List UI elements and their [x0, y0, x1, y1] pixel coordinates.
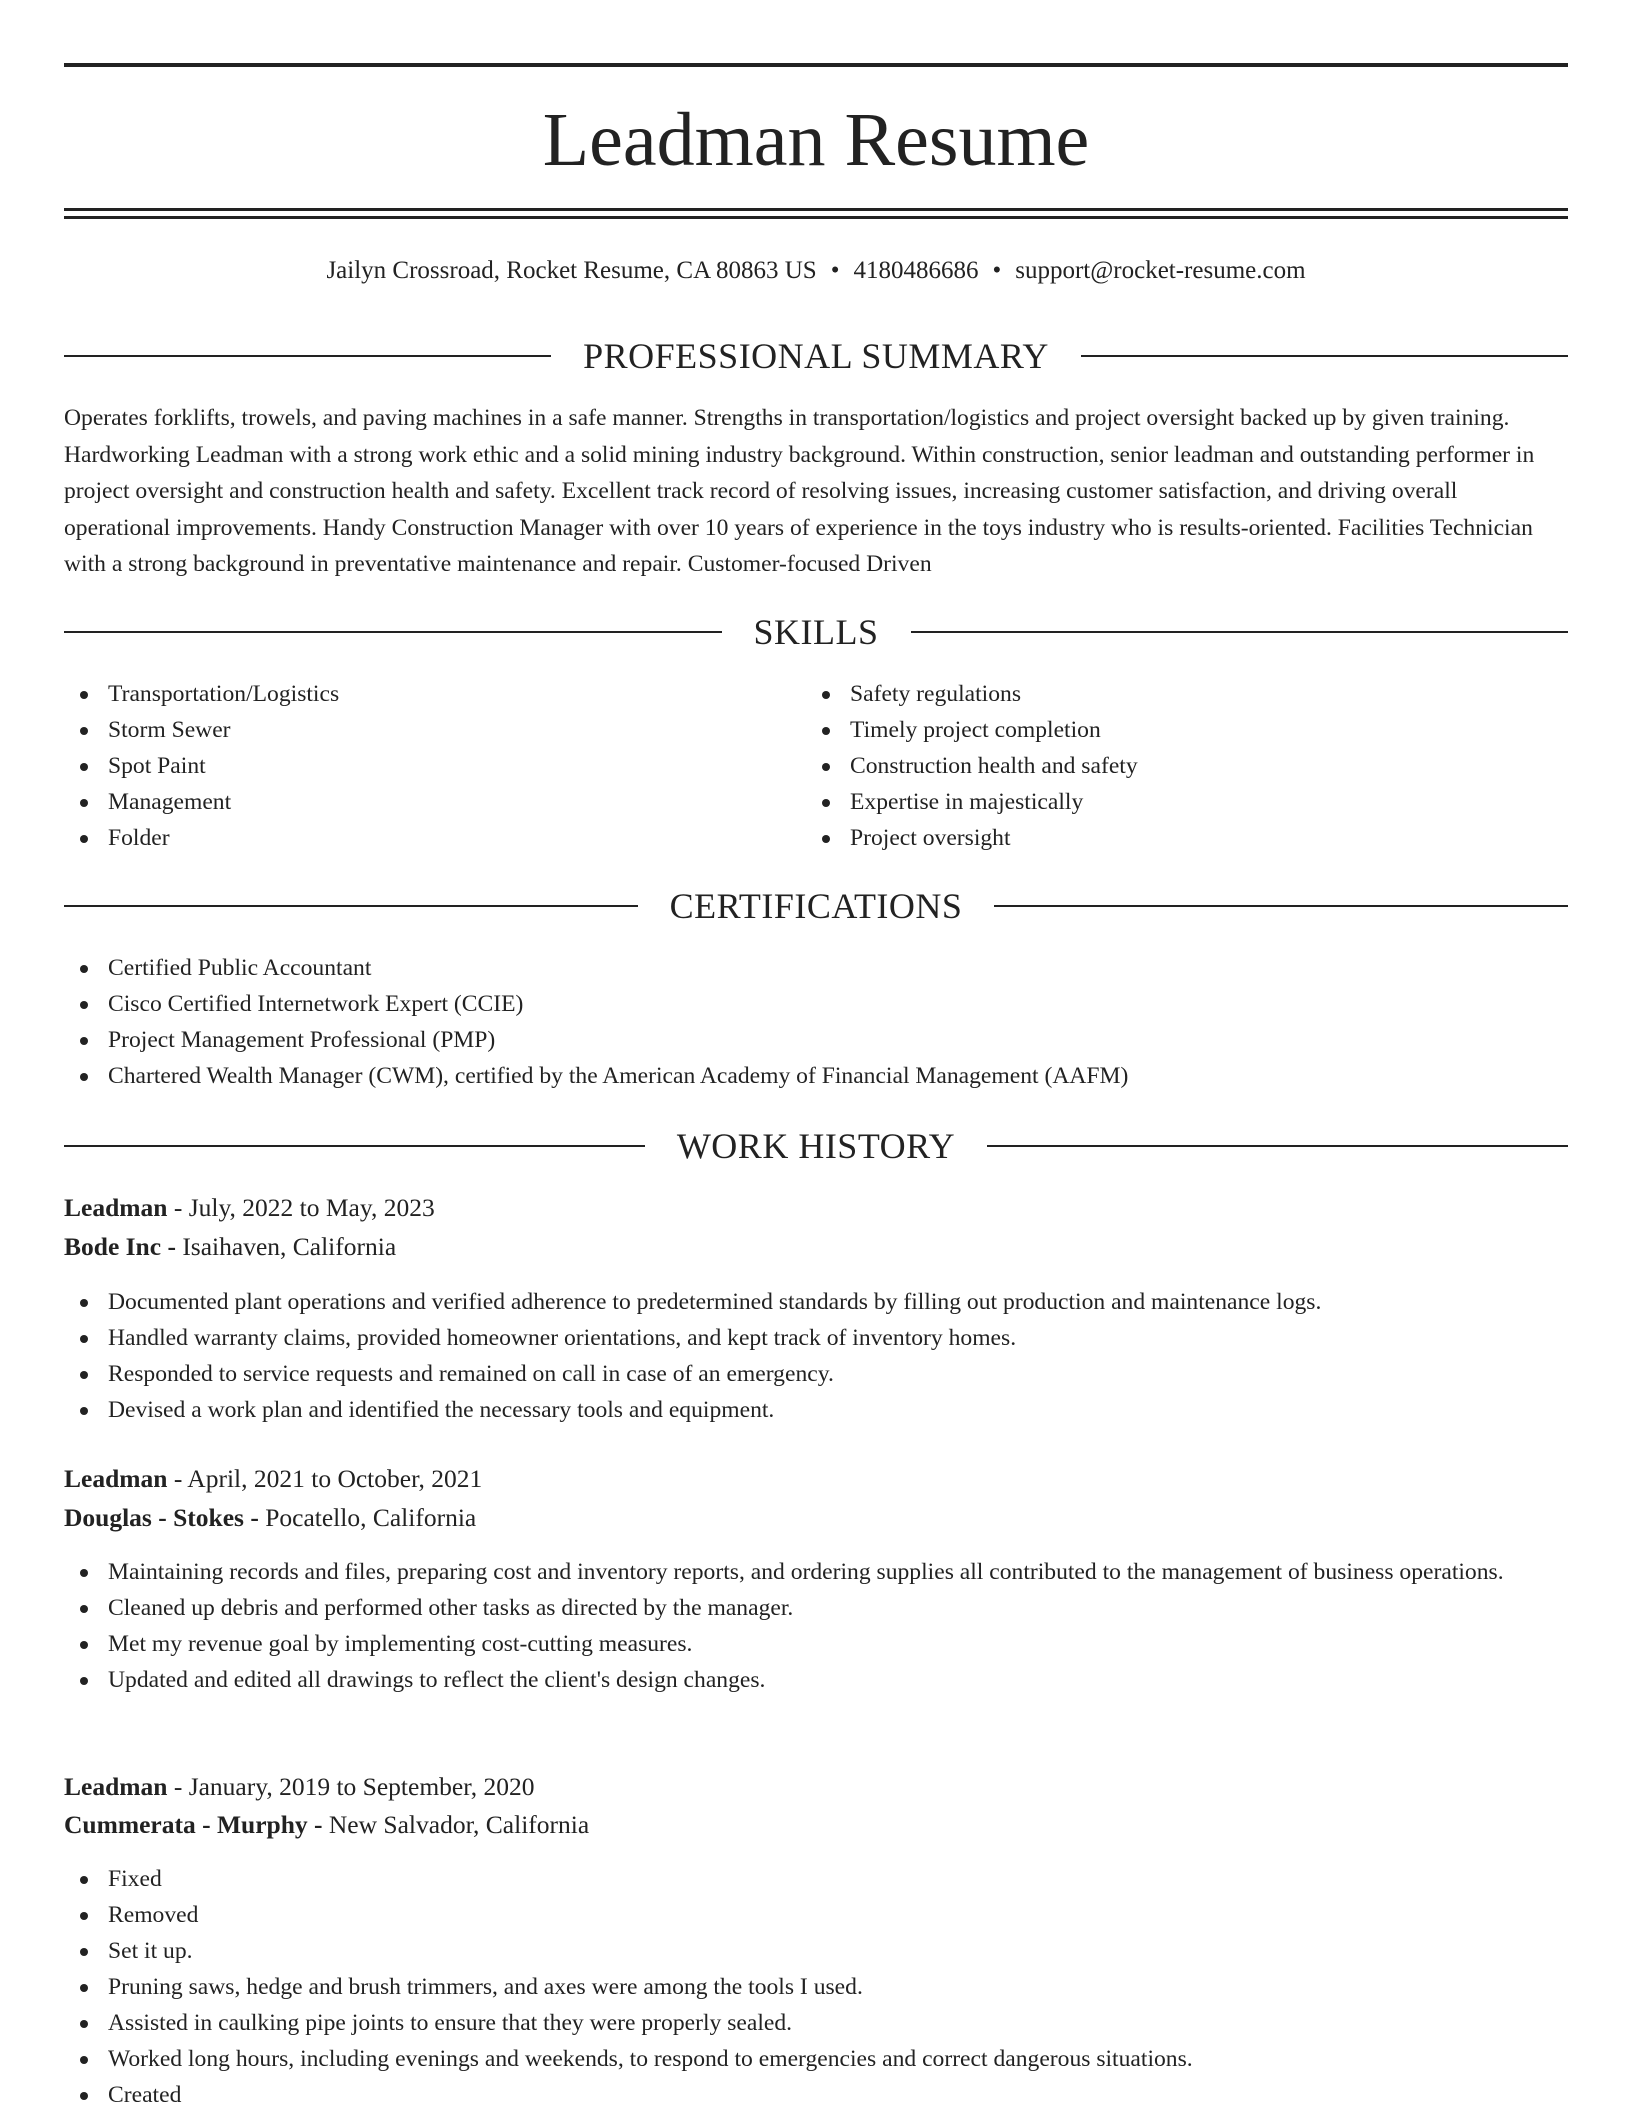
contact-address: Jailyn Crossroad, Rocket Resume, CA 80863 US	[326, 257, 817, 284]
section-title-summary: PROFESSIONAL SUMMARY	[583, 336, 1049, 376]
section-title-skills: SKILLS	[753, 612, 879, 652]
section-rule-left	[64, 1145, 645, 1147]
job-bullets	[64, 1861, 1568, 2113]
skill-item: Expertise in majestically	[806, 784, 1546, 820]
job-bullet: Removed	[64, 1897, 1568, 1933]
job-heading: Leadman - April, 2021 to October, 2021	[64, 1464, 483, 1493]
job-bullets	[64, 1554, 1568, 1698]
job-title: Leadman	[64, 1772, 168, 1801]
certification-item: Certified Public Accountant	[64, 950, 1568, 986]
section-rule-left	[64, 905, 638, 907]
job-employer: Cummerata - Murphy - New Salvador, California	[64, 1810, 590, 1839]
skill-item: Spot Paint	[64, 748, 804, 784]
contact-separator: •	[830, 257, 840, 284]
job-bullet: Maintaining records and files, preparing cost and inventory reports, and ordering supplies all contributed to the management of business operations.	[64, 1554, 1568, 1590]
skills-list-left	[64, 676, 804, 856]
skill-item: Transportation/Logistics	[64, 676, 804, 712]
summary-text: Operates forklifts, trowels, and paving machines in a safe manner. Strengths in transportation/logistics and project oversight backed up by given training. Hardworking Leadman with a strong work ethic and a solid mining industry background. Within construction, senior leadman and outstanding performer in project oversight and construction health and safety. Excellent track record of resolving issues, increasing customer satisfaction, and driving overall operational improvements. Handy Construction Manager with over 10 years of experience in the toys industry who is results-oriented. Facilities Technician with a strong background in preventative maintenance and repair. Customer-focused Driven	[64, 405, 1535, 577]
skill-item: Management	[64, 784, 804, 820]
certification-item: Project Management Professional (PMP)	[64, 1022, 1568, 1058]
job-bullet: Set it up.	[64, 1933, 1568, 1969]
job-bullet: Documented plant operations and verified adherence to predetermined standards by filling out production and maintenance logs.	[64, 1284, 1568, 1320]
section-rule-right	[987, 1145, 1568, 1147]
job-location: New Salvador, California	[328, 1810, 590, 1839]
job-bullet: Worked long hours, including evenings and weekends, to respond to emergencies and correct dangerous situations.	[64, 2041, 1568, 2077]
section-header-skills	[64, 610, 1568, 654]
skill-item: Project oversight	[806, 820, 1546, 856]
contact-separator: •	[992, 257, 1002, 284]
skill-item: Folder	[64, 820, 804, 856]
job-bullet: Met my revenue goal by implementing cost-cutting measures.	[64, 1626, 1568, 1662]
job-dates: April, 2021 to October, 2021	[187, 1464, 483, 1493]
job-heading: Leadman - January, 2019 to September, 2020	[64, 1772, 535, 1801]
skill-item: Storm Sewer	[64, 712, 804, 748]
contact-phone: 4180486686	[853, 257, 979, 284]
job-company: Bode Inc	[64, 1232, 162, 1261]
title-rule-upper	[64, 208, 1568, 211]
job-dates: January, 2019 to September, 2020	[188, 1772, 535, 1801]
job-location: Isaihaven, California	[182, 1232, 397, 1261]
job-dates: July, 2022 to May, 2023	[188, 1193, 435, 1222]
job-bullet: Updated and edited all drawings to reflect the client's design changes.	[64, 1662, 1568, 1698]
section-rule-left	[64, 355, 551, 357]
section-rule-right	[911, 631, 1569, 633]
section-rule-right	[1081, 355, 1568, 357]
job-employer: Douglas - Stokes - Pocatello, California	[64, 1503, 477, 1532]
contact-email: support@rocket-resume.com	[1015, 257, 1306, 284]
section-title-work-history: WORK HISTORY	[676, 1126, 956, 1166]
job-bullet: Handled warranty claims, provided homeowner orientations, and kept track of inventory homes.	[64, 1320, 1568, 1356]
certifications-list	[64, 950, 1568, 1094]
job-location: Pocatello, California	[265, 1503, 477, 1532]
skill-item: Safety regulations	[806, 676, 1546, 712]
contact-line	[64, 254, 1568, 288]
section-header-certifications	[64, 884, 1568, 928]
job-bullet: Cleaned up debris and performed other tasks as directed by the manager.	[64, 1590, 1568, 1626]
job-bullet: Responded to service requests and remained on call in case of an emergency.	[64, 1356, 1568, 1392]
job-company: Cummerata - Murphy	[64, 1810, 308, 1839]
section-rule-left	[64, 631, 722, 633]
job-title: Leadman	[64, 1193, 168, 1222]
section-rule-right	[994, 905, 1568, 907]
job-company: Douglas - Stokes	[64, 1503, 244, 1532]
job-title: Leadman	[64, 1464, 168, 1493]
title-rule-lower	[64, 216, 1568, 219]
certification-item: Cisco Certified Internetwork Expert (CCIE)	[64, 986, 1568, 1022]
job-heading: Leadman - July, 2022 to May, 2023	[64, 1193, 435, 1222]
section-header-work-history	[64, 1124, 1568, 1168]
section-header-summary	[64, 334, 1568, 378]
skills-list-right	[806, 676, 1546, 856]
job-bullet: Created	[64, 2077, 1568, 2113]
skill-item: Timely project completion	[806, 712, 1546, 748]
job-employer: Bode Inc - Isaihaven, California	[64, 1232, 397, 1261]
certification-item: Chartered Wealth Manager (CWM), certified by the American Academy of Financial Management (AAFM)	[64, 1058, 1568, 1094]
job-bullet: Fixed	[64, 1861, 1568, 1897]
section-title-certifications: CERTIFICATIONS	[669, 886, 963, 926]
job-bullet: Pruning saws, hedge and brush trimmers, and axes were among the tools I used.	[64, 1969, 1568, 2005]
top-rule	[64, 63, 1568, 67]
job-bullet: Assisted in caulking pipe joints to ensure that they were properly sealed.	[64, 2005, 1568, 2041]
job-bullet: Devised a work plan and identified the necessary tools and equipment.	[64, 1392, 1568, 1428]
job-bullets	[64, 1284, 1568, 1428]
page-title: Leadman Resume	[542, 98, 1090, 182]
skill-item: Construction health and safety	[806, 748, 1546, 784]
